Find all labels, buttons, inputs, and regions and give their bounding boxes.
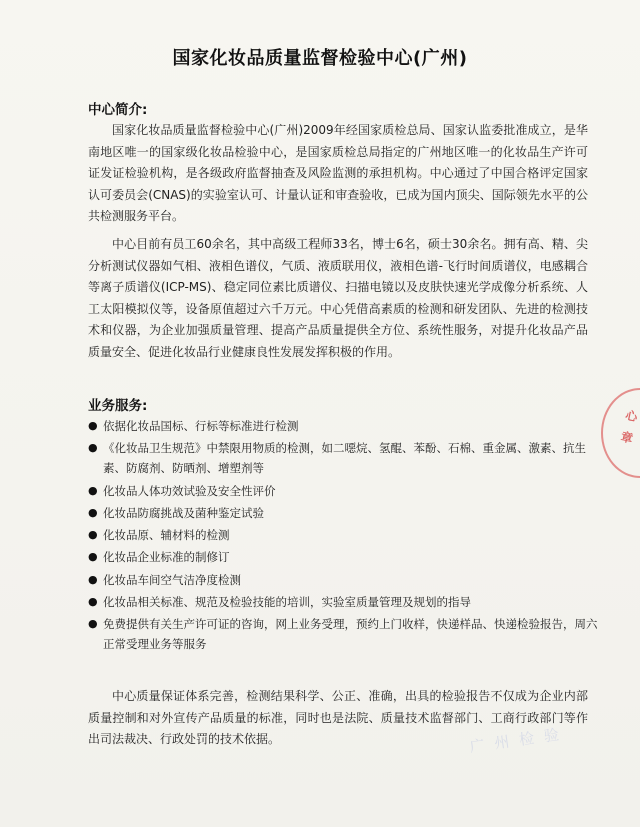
- bullet-dot-icon: ●: [88, 441, 98, 455]
- service-item-text: 化妆品原、辅材料的检测: [103, 528, 230, 543]
- bullet-dot-icon: ●: [88, 572, 98, 586]
- bullet-dot-icon: ●: [88, 617, 98, 631]
- list-item: [88, 525, 598, 545]
- list-item: [88, 570, 598, 590]
- seal-text: 心章: [619, 408, 639, 446]
- bullet-dot-icon: ●: [88, 528, 98, 542]
- intro-paragraph-2: 中心目前有员工60余名，其中高级工程师33名，博士6名，硕士30余名。拥有高、精、尖分析测试仪器如气相、液相色谱仪，气质、液质联用仪，液相色谱-飞行时间质谱仪，电感耦合等离子质谱仪(ICP-MS)、稳定同位素比质谱仪、扫描电镜以及皮肤快速光学成像分析系统、人工太阳模拟仪等，设备原值超过六千万元。中心凭借高素质的检测和研发团队、先进的检测技术和仪器，为企业加强质量管理、提高产品质量提供全方位、系统性服务，对提升化妆品产品质量安全、促进化妆品行业健康良性发展发挥积极的作用。: [88, 237, 588, 359]
- list-item: [88, 592, 598, 612]
- service-item-text: 《化妆品卫生规范》中禁限用物质的检测，如二噁烷、氢醌、苯酚、石棉、重金属、激素、抗生素、防腐剂、防晒剂、增塑剂等: [103, 441, 586, 476]
- official-seal: [601, 388, 640, 478]
- intro-paragraph-1: 国家化妆品质量监督检验中心(广州)2009年经国家质检总局、国家认监委批准成立，是华南地区唯一的国家级化妆品检验中心，是国家质检总局指定的广州地区唯一的化妆品生产许可证发证检验机构，是各级政府监督抽查及风险监测的承担机构。中心通过了中国合格评定国家认可委员会(CNAS)的实验室认可、计量认证和审查验收，已成为国内顶尖、国际领先水平的公共检测服务平台。: [88, 123, 588, 223]
- service-item-text: 化妆品企业标准的制修订: [103, 550, 230, 565]
- list-item: [88, 416, 598, 436]
- service-item-text: 化妆品相关标准、规范及检验技能的培训，实验室质量管理及规划的指导: [103, 595, 471, 610]
- bullet-dot-icon: ●: [88, 550, 98, 564]
- service-item-text: 依据化妆品国标、行标等标准进行检测: [103, 419, 299, 433]
- closing-paragraph: 中心质量保证体系完善，检测结果科学、公正、准确，出具的检验报告不仅成为企业内部质量控制和对外宣传产品质量的标准，同时也是法院、质量技术监督部门、工商行政部门等作出司法裁决、行政处罚的技术依据。: [88, 689, 588, 746]
- services-heading: 业务服务:: [88, 398, 148, 414]
- service-item-text: 化妆品防腐挑战及菌种鉴定试验: [103, 505, 264, 520]
- service-item-text: 化妆品人体功效试验及安全性评价: [103, 483, 276, 498]
- list-item: [88, 481, 598, 501]
- list-item: [88, 547, 598, 567]
- page-title: 国家化妆品质量监督检验中心(广州): [172, 48, 468, 69]
- watermark: 广州检验: [468, 724, 571, 756]
- service-item-text: 化妆品车间空气洁净度检测: [103, 572, 241, 587]
- services-list: [88, 416, 598, 657]
- service-item-text: 免费提供有关生产许可证的咨询，网上业务受理，预约上门收样，快递样品、快递检验报告，周六正常受理业务等服务: [103, 617, 598, 652]
- intro-heading: 中心简介:: [88, 102, 148, 118]
- bullet-dot-icon: ●: [88, 483, 98, 497]
- list-item: [88, 438, 598, 478]
- list-item: [88, 503, 598, 523]
- bullet-dot-icon: ●: [88, 419, 98, 432]
- bullet-dot-icon: ●: [88, 505, 98, 519]
- list-item: [88, 614, 598, 654]
- bullet-dot-icon: ●: [88, 595, 98, 609]
